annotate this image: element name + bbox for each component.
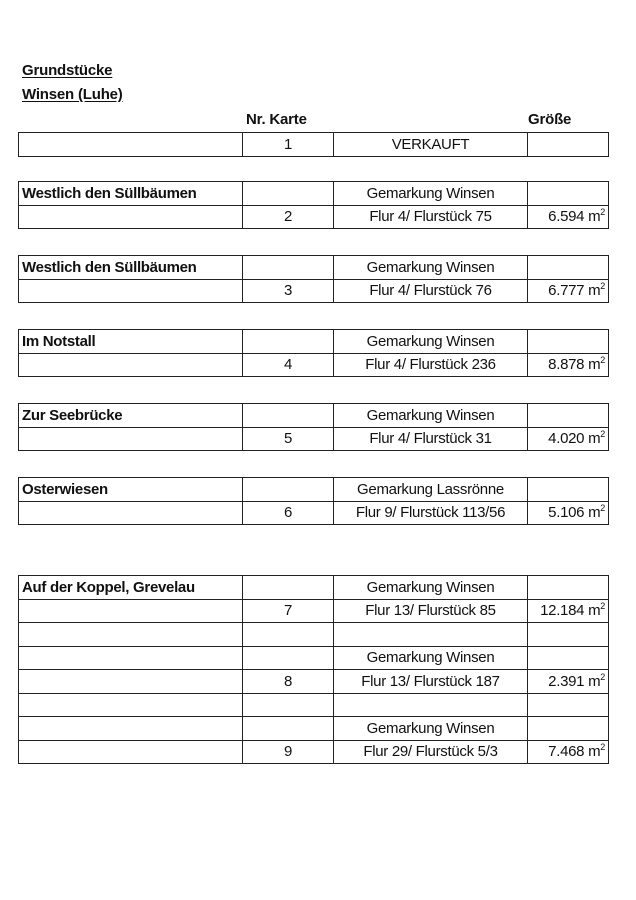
- property-table: [18, 575, 609, 764]
- size-cell: [528, 501, 609, 525]
- property-name-cell: [19, 133, 243, 157]
- unit-label: m: [588, 743, 601, 761]
- property-table: [18, 477, 609, 525]
- document-title: Grundstücke: [22, 62, 113, 79]
- property-name-cell: [19, 646, 243, 670]
- size-value: 6.777: [548, 282, 585, 300]
- map-number-cell: 7: [243, 599, 334, 623]
- property-name-cell: [19, 427, 243, 451]
- table-row: [19, 576, 609, 600]
- map-number-cell: 1: [243, 133, 334, 157]
- size-cell: [528, 404, 609, 428]
- parcel-description-cell: Gemarkung Winsen: [334, 717, 528, 741]
- property-table: [18, 255, 609, 303]
- map-number-cell: [243, 576, 334, 600]
- property-name-cell: Auf der Koppel, Grevelau: [19, 576, 243, 600]
- table-row: [19, 427, 609, 451]
- table-row: [19, 256, 609, 280]
- property-name-cell: [19, 670, 243, 694]
- map-number-cell: 6: [243, 501, 334, 525]
- unit-exponent: 2: [600, 671, 605, 682]
- unit-exponent: 2: [600, 281, 605, 292]
- parcel-description-cell: Gemarkung Winsen: [334, 576, 528, 600]
- size-value: 2.391: [548, 672, 585, 690]
- map-number-cell: [243, 717, 334, 741]
- table-row: [19, 501, 609, 525]
- map-number-cell: [243, 646, 334, 670]
- parcel-description-cell: [334, 693, 528, 717]
- parcel-description-cell: Flur 4/ Flurstück 75: [334, 205, 528, 229]
- size-cell: [528, 693, 609, 717]
- size-value: 8.878: [548, 356, 585, 374]
- table-row: [19, 670, 609, 694]
- property-name-cell: Zur Seebrücke: [19, 404, 243, 428]
- unit-label: m: [588, 672, 601, 690]
- table-row: [19, 404, 609, 428]
- table-row: [19, 599, 609, 623]
- property-name-cell: [19, 353, 243, 377]
- size-cell: [528, 279, 609, 303]
- size-cell: [528, 623, 609, 647]
- map-number-cell: 5: [243, 427, 334, 451]
- size-value: 5.106: [548, 504, 585, 522]
- property-name-cell: [19, 599, 243, 623]
- map-number-cell: [243, 623, 334, 647]
- table-row: [19, 623, 609, 647]
- property-name-cell: [19, 279, 243, 303]
- size-cell: [528, 182, 609, 206]
- parcel-description-cell: Gemarkung Lassrönne: [334, 478, 528, 502]
- parcel-description-cell: Gemarkung Winsen: [334, 404, 528, 428]
- map-number-cell: [243, 182, 334, 206]
- property-table: [18, 329, 609, 377]
- parcel-description-cell: Gemarkung Winsen: [334, 330, 528, 354]
- table-row: [19, 717, 609, 741]
- map-number-cell: [243, 478, 334, 502]
- map-number-cell: 2: [243, 205, 334, 229]
- unit-label: m: [588, 356, 601, 374]
- size-cell: [528, 133, 609, 157]
- property-name-cell: [19, 501, 243, 525]
- size-cell: [528, 670, 609, 694]
- size-value: 7.468: [548, 743, 585, 761]
- parcel-description-cell: [334, 623, 528, 647]
- table-row: [19, 353, 609, 377]
- size-cell: [528, 646, 609, 670]
- parcel-description-cell: VERKAUFT: [334, 133, 528, 157]
- property-table: [18, 403, 609, 451]
- map-number-cell: 9: [243, 740, 334, 764]
- parcel-description-cell: Flur 4/ Flurstück 76: [334, 279, 528, 303]
- column-header-groesse: Größe: [528, 111, 572, 128]
- parcel-description-cell: Gemarkung Winsen: [334, 646, 528, 670]
- property-name-cell: Im Notstall: [19, 330, 243, 354]
- property-table: [18, 132, 609, 157]
- table-row: [19, 693, 609, 717]
- size-cell: [528, 256, 609, 280]
- property-name-cell: [19, 693, 243, 717]
- unit-label: m: [588, 602, 601, 620]
- unit-label: m: [588, 430, 601, 448]
- map-number-cell: [243, 330, 334, 354]
- parcel-description-cell: Flur 13/ Flurstück 187: [334, 670, 528, 694]
- map-number-cell: [243, 404, 334, 428]
- table-row: [19, 133, 609, 157]
- map-number-cell: [243, 693, 334, 717]
- map-number-cell: [243, 256, 334, 280]
- property-name-cell: Westlich den Süllbäumen: [19, 256, 243, 280]
- size-cell: [528, 478, 609, 502]
- unit-exponent: 2: [600, 503, 605, 514]
- unit-exponent: 2: [600, 742, 605, 753]
- size-cell: [528, 740, 609, 764]
- size-value: 6.594: [548, 208, 585, 226]
- size-cell: [528, 576, 609, 600]
- unit-exponent: 2: [600, 207, 605, 218]
- table-row: [19, 478, 609, 502]
- table-row: [19, 205, 609, 229]
- size-cell: [528, 427, 609, 451]
- table-row: [19, 740, 609, 764]
- parcel-description-cell: Flur 29/ Flurstück 5/3: [334, 740, 528, 764]
- property-name-cell: [19, 740, 243, 764]
- table-row: [19, 279, 609, 303]
- size-value: 12.184: [540, 602, 585, 620]
- table-row: [19, 646, 609, 670]
- unit-exponent: 2: [600, 429, 605, 440]
- parcel-description-cell: Flur 9/ Flurstück 113/56: [334, 501, 528, 525]
- property-name-cell: [19, 205, 243, 229]
- unit-exponent: 2: [600, 355, 605, 366]
- size-cell: [528, 330, 609, 354]
- parcel-description-cell: Flur 13/ Flurstück 85: [334, 599, 528, 623]
- size-value: 4.020: [548, 430, 585, 448]
- parcel-description-cell: Flur 4/ Flurstück 31: [334, 427, 528, 451]
- document-subtitle: Winsen (Luhe): [22, 86, 123, 103]
- property-name-cell: Westlich den Süllbäumen: [19, 182, 243, 206]
- property-table: [18, 181, 609, 229]
- map-number-cell: 8: [243, 670, 334, 694]
- map-number-cell: 4: [243, 353, 334, 377]
- parcel-description-cell: Flur 4/ Flurstück 236: [334, 353, 528, 377]
- table-row: [19, 182, 609, 206]
- map-number-cell: 3: [243, 279, 334, 303]
- unit-label: m: [588, 282, 601, 300]
- property-name-cell: Osterwiesen: [19, 478, 243, 502]
- parcel-description-cell: Gemarkung Winsen: [334, 256, 528, 280]
- size-cell: [528, 717, 609, 741]
- unit-label: m: [588, 208, 601, 226]
- unit-label: m: [588, 504, 601, 522]
- table-row: [19, 330, 609, 354]
- size-cell: [528, 599, 609, 623]
- size-cell: [528, 205, 609, 229]
- unit-exponent: 2: [600, 601, 605, 612]
- column-header-nr-karte: Nr. Karte: [246, 111, 307, 128]
- size-cell: [528, 353, 609, 377]
- parcel-description-cell: Gemarkung Winsen: [334, 182, 528, 206]
- property-name-cell: [19, 623, 243, 647]
- property-name-cell: [19, 717, 243, 741]
